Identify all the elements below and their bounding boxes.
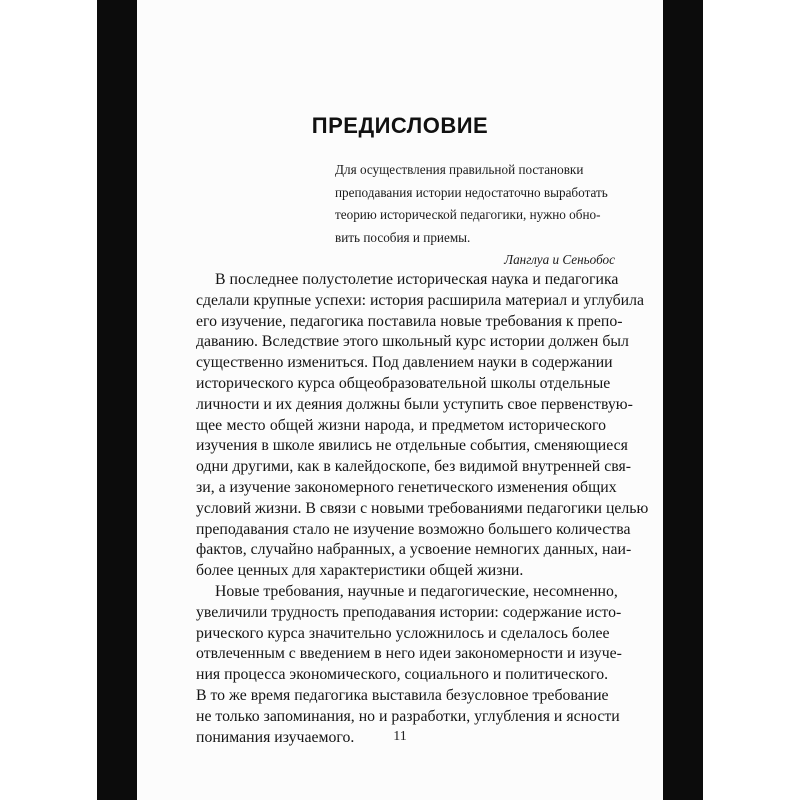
paragraph-line: отвлеченным с введением в него идеи закономерности и изуче- (196, 645, 622, 663)
paragraph-line: изучения в школе явились не отдельные события, сменяющиеся (196, 437, 628, 455)
paragraph-line: рического курса значительно усложнилось и сделалось более (196, 624, 610, 642)
epigraph-line: теорию исторической педагогики, нужно обно- (335, 207, 601, 222)
paragraph-line: его изучение, педагогика поставила новые требования к препо- (196, 312, 623, 330)
epigraph-line: Для осуществления правильной постановки (335, 162, 584, 177)
paragraph-line: В то же время педагогика выставила безусловное требование (196, 686, 609, 704)
body-text (196, 270, 649, 748)
epigraph-line: вить пособия и приемы. (335, 229, 471, 245)
epigraph-line: преподавания истории недостаточно выработать (335, 184, 608, 200)
paragraph-line: зи, а изучение закономерного генетического изменения общих (196, 478, 617, 496)
paragraph-line: личности и их деяния должны были уступить свое первенствую- (196, 395, 633, 413)
paragraph-line: щее место общей жизни народа, и предметом исторического (196, 416, 606, 434)
paragraph-line: фактов, случайно набранных, а усвоение немногих данных, наи- (196, 541, 632, 559)
epigraph (335, 159, 615, 272)
paragraph-line: исторического курса общеобразовательной школы отдельные (196, 374, 611, 392)
paragraph-line: условий жизни. В связи с новыми требованиями педагогики целью (196, 499, 649, 517)
paragraph-line: понимания изучаемого. (196, 728, 355, 746)
paragraph-line: не только запоминания, но и разработки, углубления и ясности (196, 707, 620, 725)
book-page (137, 0, 663, 800)
paragraph-line: сделали крупные успехи: история расширила материал и углубила (196, 291, 645, 309)
paragraph-line: преподавания стало не изучение возможно большего количества (196, 520, 631, 538)
paragraph-line: В последнее полустолетие историческая наука и педагогика (215, 271, 619, 288)
paragraph-line: существенно измениться. Под давлением науки в содержании (196, 354, 613, 372)
paragraph-line: ния процесса экономического, социального и политического. (196, 666, 609, 684)
paragraph-line: Новые требования, научные и педагогические, несомненно, (215, 582, 618, 600)
page-number: 11 (393, 729, 407, 744)
epigraph-author: Ланглуа и Сеньобос (504, 252, 615, 267)
page-title: ПРЕДИСЛОВИЕ (311, 113, 489, 138)
paragraph-line: одни другими, как в калейдоскопе, без видимой внутренней свя- (196, 458, 631, 476)
paragraph-line: даванию. Вследствие этого школьный курс истории должен был (196, 333, 629, 351)
paragraph-line: более ценных для характеристики общей жизни. (196, 562, 524, 580)
paragraph-line: увеличили трудность преподавания истории: содержание исто- (196, 603, 622, 621)
